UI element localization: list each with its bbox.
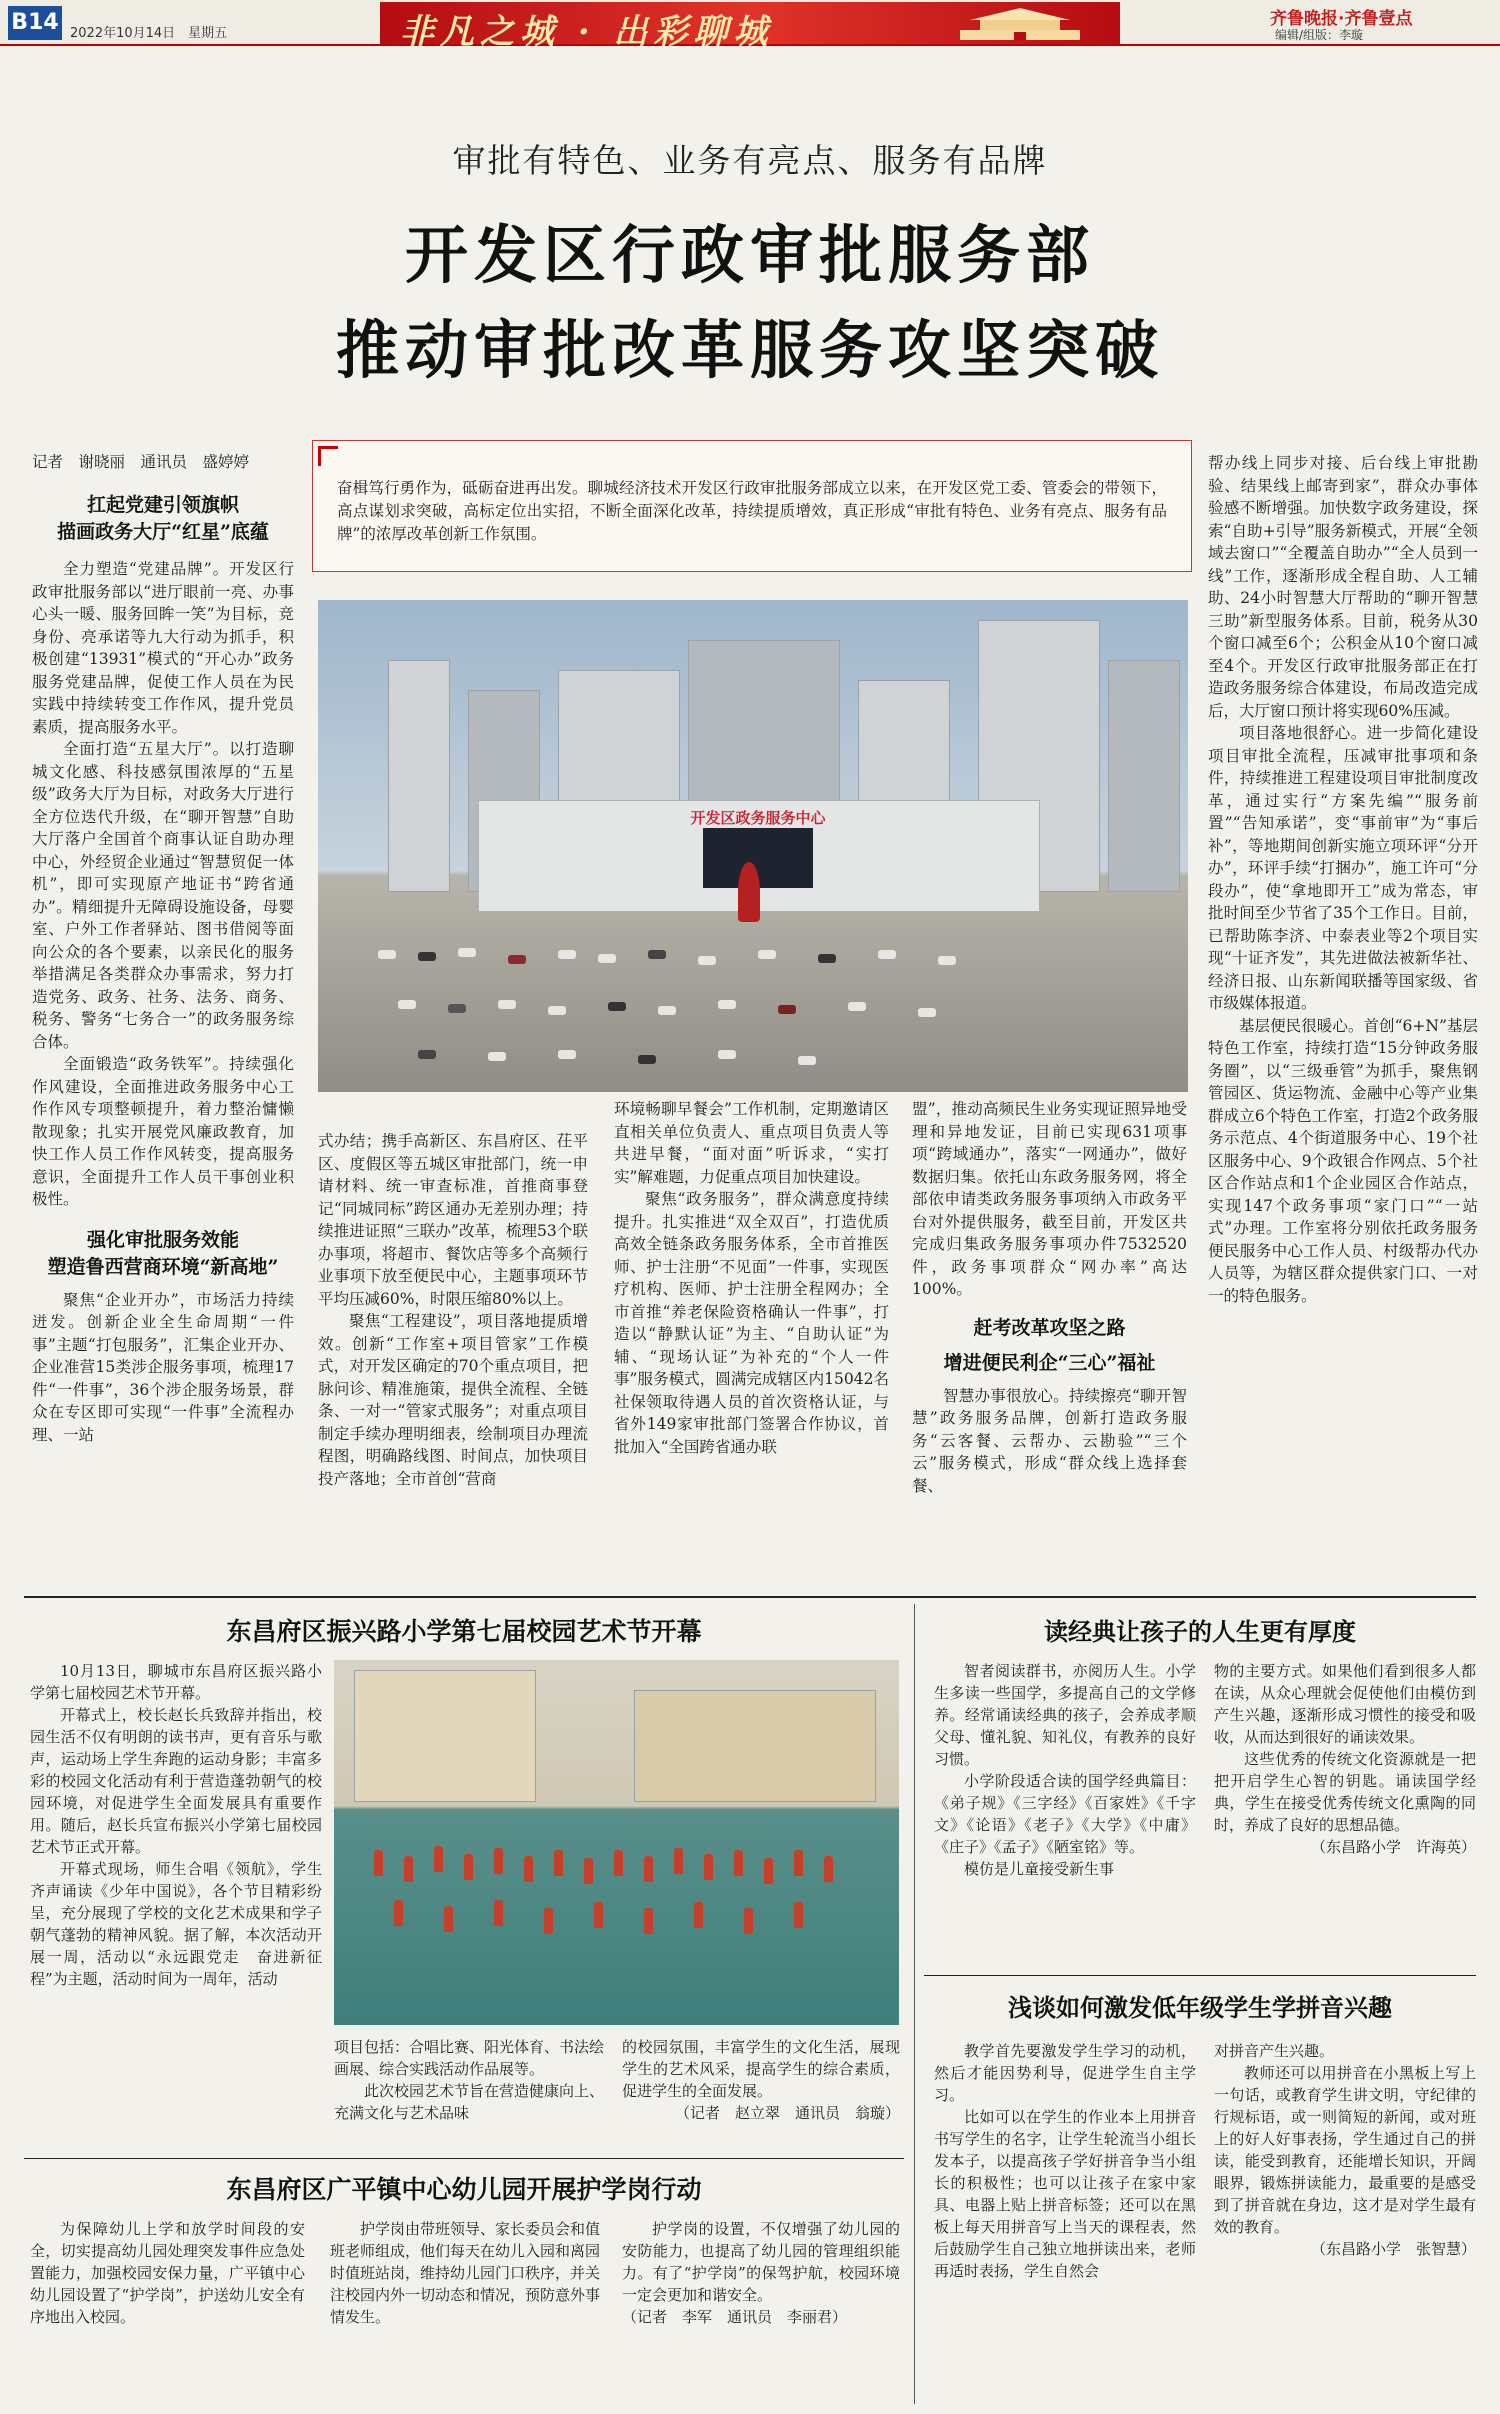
- paragraph: 智者阅读群书，亦阅历人生。小学生多读一些国学，多提高自己的文学修养。经常诵读经典的孩子，会养成孝顺父母、懂礼貌、知礼仪，有教养的良好习惯。: [934, 1662, 1196, 1768]
- paragraph: 开幕式上，校长赵长兵致辞并指出，校园生活不仅有明朗的读书声，更有音乐与歌声，运动场上学生奔跑的运动身影；丰富多彩的校园文化活动有利于营造蓬勃朝气的校园环境，对促进学生全面发展具有重要作用。随后，赵长兵宣布振兴小学第七届校园艺术节正式开幕。: [30, 1706, 322, 1856]
- headline-line-2: 推动审批改革服务攻坚突破: [336, 313, 1164, 387]
- story3-credit: （记者 李军 通讯员 李丽君）: [622, 2308, 848, 2326]
- paragraph: 聚焦“企业开办”，市场活力持续迸发。创新企业全生命周期“一件事”主题“打包服务”，汇集企业开办、企业准营15类涉企服务事项，梳理17件“一件事”，36个涉企服务场景，群众在专区即可实现“一件事”全流程办理、一站: [32, 1290, 294, 1444]
- byline: 记者 谢晓丽 通讯员 盛婷婷: [32, 453, 250, 471]
- main-photo-government-center: [318, 600, 1188, 1092]
- story-title: 东昌府区振兴路小学第七届校园艺术节开幕: [226, 1617, 702, 1646]
- story4-column-1: [934, 1660, 1196, 1880]
- paragraph: 全面打造“五星大厅”。以打造聊城文化感、科技感氛围浓厚的“五星级”政务大厅为目标，对政务大厅进行全方位迭代升级，在“聊开智慧”自助大厅落户全国首个商事认证自助办理中心，外经贸企业通过“智慧贸促一体机”，即可实现原产地证书“跨省通办”。精细提升无障碍设施设备，母婴室、户外工作者驿站、图书借阅等面向公众的各个要素，以亲民化的服务举措满足各类群众办事需求，努力打造党务、政务、社务、法务、商务、税务、警务“七务合一”的政务服务综合体。: [32, 740, 294, 1051]
- school-festival-photo: [334, 1660, 899, 2025]
- story3-column-1: [30, 2218, 305, 2328]
- paragraph: 教学首先要激发学生学习的动机，然后才能因势利导，促进学生自主学习。: [934, 2042, 1196, 2104]
- story2-column-1: [30, 1660, 322, 1990]
- story2-column-3: [622, 2036, 900, 2123]
- paragraph: 此次校园艺术节旨在营造健康向上、充满文化与艺术品味: [334, 2082, 605, 2122]
- paragraph: 这些优秀的传统文化资源就是一把把开启学生心智的钥匙。诵读国学经典，学生在接受优秀传统文化熏陶的同时，养成了良好的思想品德。: [1214, 1750, 1476, 1834]
- subhead: 赶考改革攻坚之路: [973, 1316, 1126, 1339]
- red-flag-sculpture: [738, 862, 760, 922]
- intro-corner-mark-vertical: [318, 446, 321, 466]
- story5-credit: （东昌路小学 张智慧）: [1310, 2240, 1476, 2258]
- story3-column-3: [622, 2218, 900, 2327]
- paragraph: 全面锻造“政务铁军”。持续强化作风建设，全面推进政务服务中心工作作风专项整顿提升，着力整治慵懒散现象；扎实开展党风廉政教育，加快工作人员工作作风转变，提高服务意识，全面提升工作人员干事创业积极性。: [32, 1055, 294, 1208]
- paragraph: 的校园氛围，丰富学生的文化生活，展现学生的艺术风采，提高学生的综合素质，促进学生的全面发展。: [622, 2038, 900, 2100]
- paragraph: 物的主要方式。如果他们看到很多人都在读，从众心理就会促使他们由模仿到产生兴趣，逐渐形成习惯性的接受和吸收，从而达到很好的诵读效果。: [1214, 1662, 1476, 1746]
- paragraph: 模仿是儿童接受新生事: [964, 1860, 1115, 1878]
- city-tower-icon: [940, 6, 1100, 42]
- paragraph: 智慧办事很放心。持续擦亮“聊开智慧”政务服务品牌，创新打造政务服务“云客餐、云帮办、云勘验”“三个云”服务模式，形成“群众线上选择套餐、: [912, 1386, 1187, 1495]
- article-column-5: [1208, 452, 1478, 1307]
- article-column-1: [32, 490, 294, 1446]
- story5-column-2: [1214, 2040, 1476, 2259]
- column-divider: [914, 1604, 915, 2404]
- headline-line-1: 开发区行政审批服务部: [405, 218, 1095, 292]
- section-divider: [24, 1596, 1476, 1598]
- paragraph: 10月13日，聊城市东昌府区振兴路小学第七届校园艺术节开幕。: [30, 1662, 322, 1702]
- subhead: 强化审批服务效能: [86, 1228, 239, 1251]
- paragraph: 盟”，推动高频民生业务实现证照异地受理和异地发证，目前已实现631项事项“跨域通办”，落实“一网通办”，做好数据归集。依托山东政务服务网，将全部依申请类政务服务事项纳入市政务平台对外提供服务，截至目前，开发区共完成归集政务服务事项办件7532520件，政务事项群众“网办率”高达100%。: [912, 1100, 1187, 1298]
- story-divider: [924, 1975, 1476, 1976]
- story5-column-1: [934, 2040, 1196, 2282]
- story-divider: [24, 2158, 904, 2159]
- paragraph: 基层便民很暖心。首创“6+N”基层特色工作室，持续打造“15分钟政务服务圈”，以“三级垂管”为抓手，聚焦钢管园区、货运物流、金融中心等产业集群成立6个特色工作室，打造2个政务服务示范点、4个街道服务中心、19个社区服务中心、9个政银合作网点、5个社区合作站点和1个企业园区合作站点，实现147个政务事项“家门口”“一站式”办理。工作室将分别依托政务服务便民服务中心工作人员、村级帮办代办人员等，为辖区群众提供家门口、一对一的特色服务。: [1208, 1016, 1478, 1305]
- kicker-headline: 审批有特色、业务有亮点、服务有品牌: [452, 141, 1048, 180]
- paragraph: 全力塑造“党建品牌”。开发区行政审批服务部以“进厅眼前一亮、办事心头一暖、服务回眸一笑”为目标，竞身份、亮承诺等九大行动为抓手，积极创建“13931”模式的“开心办”政务服务党建品牌，促使工作人员在为民实践中持续转变工作作风，提升党员素质，提高服务水平。: [32, 560, 294, 736]
- story-title: 读经典让孩子的人生更有厚度: [1044, 1617, 1356, 1646]
- intro-box: 奋楫笃行勇作为，砥砺奋进再出发。聊城经济技术开发区行政审批服务部成立以来，在开发区党工委、管委会的带领下，高点谋划求突破，高标定位出实招，不断全面深化改革，持续提质增效，真正形成“审批有特色、业务有亮点、服务有品牌”的浓厚改革创新工作氛围。: [312, 440, 1192, 572]
- story3-column-2: [330, 2218, 600, 2328]
- section-banner: [380, 2, 1120, 52]
- story4-column-2: [1214, 1660, 1476, 1857]
- paragraph: 护学岗由带班领导、家长委员会和值班老师组成，他们每天在幼儿入园和离园时值班站岗，维持幼儿园门口秩序，并关注校园内外一切动态和情况，预防意外事情发生。: [330, 2220, 601, 2326]
- brand-logo: 齐鲁晚报·齐鲁壹点: [1270, 9, 1413, 29]
- paragraph: 为保障幼儿上学和放学时间段的安全，切实提高幼儿园处理突发事件应急处置能力，加强校园安保力量，广平镇中心幼儿园设置了“护学岗”，护送幼儿安全有序地出入校园。: [30, 2220, 305, 2326]
- subhead: 增进便民利企“三心”福祉: [943, 1351, 1156, 1374]
- editor-credit: 编辑/组版：李璇: [1275, 28, 1364, 42]
- subhead: 扛起党建引领旗帜: [86, 494, 239, 516]
- paragraph: 环境畅聊早餐会”工作机制，定期邀请区直相关单位负责人、重点项目负责人等共进早餐，“面对面”听诉求，“实打实”解难题，力促重点项目加快建设。: [614, 1100, 889, 1186]
- paragraph: 小学阶段适合读的国学经典篇目：《弟子规》《三字经》《百家姓》《千字文》《论语》《老子》《大学》《中庸》《庄子》《孟子》《陋室铭》等。: [934, 1772, 1196, 1856]
- page-number: B14: [8, 6, 62, 40]
- paragraph: 教师还可以用拼音在小黑板上写上一句话，或教育学生讲文明，守纪律的行规标语，或一则简短的新闻，或对班上的好人好事表扬，学生通过自己的拼读，能受到教育，还能增长知识，开阔眼界，锻炼拼读能力，最重要的是感受到了拼音就在身边，这才是对学生最有效的教育。: [1214, 2064, 1476, 2236]
- subhead: 塑造鲁西营商环境“新高地”: [47, 1255, 279, 1278]
- story4-credit: （东昌路小学 许海英）: [1310, 1838, 1476, 1856]
- paragraph: 聚焦“政务服务”，群众满意度持续提升。扎实推进“双全双百”，打造优质高效全链条政务服务体系，全市首推医师、护士注册“不见面”一件事，实现医疗机构、医师、护士注册全程网办；全市首推“养老保险资格确认一件事”，打造以“静默认证”为主、“自助认证”为辅、“现场认证”为补充的“个人一件事”服务模式，圆满完成辖区内15042名社保领取待遇人员的首次资格认证，与省外149家审批部门签署合作协议，首批加入“全国跨省通办联: [614, 1190, 889, 1456]
- paragraph: 护学岗的设置，不仅增强了幼儿园的安防能力，也提高了幼儿园的管理组织能力。有了“护学岗”的保驾护航，校园环境一定会更加和谐安全。: [622, 2220, 900, 2304]
- paragraph: 式办结；携手高新区、东昌府区、茌平区、度假区等五城区审批部门，统一申请材料、统一审查标准，首推商事登记“同城同标”跨区通办无差别办理；持续推进证照“三联办”改革，梳理53个联办事项，将超市、餐饮店等多个高频行业事项下放至便民中心，主题事项环节平均压减60%，时限压缩80%以上。: [318, 1132, 588, 1308]
- subhead: 描画政务大厅“红星”底蕴: [57, 521, 269, 543]
- story2-credit: （记者 赵立翠 通讯员 翁璇）: [674, 2104, 900, 2122]
- page-header: [0, 0, 1500, 52]
- paragraph: 对拼音产生兴趣。: [1214, 2042, 1335, 2060]
- story-title: 东昌府区广平镇中心幼儿园开展护学岗行动: [226, 2175, 702, 2204]
- story2-column-2: [334, 2036, 604, 2124]
- photo-building-sign: 开发区政务服务中心: [690, 809, 826, 827]
- article-column-4: [912, 1098, 1187, 1497]
- banner-title: 非凡之城 · 出彩聊城: [400, 12, 774, 52]
- story-title: 浅谈如何激发低年级学生学拼音兴趣: [1008, 1993, 1392, 2022]
- paragraph: 项目包括：合唱比赛、阳光体育、书法绘画展、综合实践活动作品展等。: [334, 2038, 605, 2078]
- article-column-3: [614, 1098, 889, 1458]
- paragraph: 项目落地很舒心。进一步简化建设项目审批全流程，压减审批事项和条件，持续推进工程建设项目审批制度改革，通过实行“方案先编”“服务前置”“告知承诺”，变“事前审”为“事后补”，等地期间创新实施立项环评“分开办”，环评手续“打捆办”，施工许可“分段办”，使“拿地即开工”成为常态，审批时间至少节省了35个工作日。目前，已帮助陈李济、中泰表业等2个项目实现“十证齐发”，其先进做法被新华社、经济日报、山东新闻联播等国家级、省市级媒体报道。: [1208, 724, 1478, 1012]
- paragraph: 开幕式现场，师生合唱《领航》，学生齐声诵读《少年中国说》，各个节目精彩纷呈，充分展现了学校的文化艺术成果和学子朝气蓬勃的精神风貌。据了解，本次活动开展一周，活动以“永远跟党走 奋进新征程”为主题，活动时间为一周年，活动: [30, 1860, 322, 1988]
- article-column-2: [318, 1130, 588, 1490]
- intro-corner-mark: [318, 446, 338, 449]
- paragraph: 帮办线上同步对接、后台线上审批勘验、结果线上邮寄到家”，群众办事体验感不断增强。加快数字政务建设，探索“自助+引导”服务新模式，开展“全领域去窗口”“全覆盖自助办”“全人员到一线”工作，逐渐形成全程自助、人工辅助、24小时智慧大厅帮助的“聊开智慧三助”新型服务体系。目前，税务从30个窗口减至6个；公积金从10个窗口减至4个。开发区行政审批服务部正在打造政务服务综合体建设，布局改造完成后，大厅窗口预计将实现60%压减。: [1208, 454, 1478, 720]
- paragraph: 比如可以在学生的作业本上用拼音书写学生的名字，让学生轮流当小组长发本子，以提高孩子学好拼音争当小组长的积极性；也可以让孩子在家中家具、电器上贴上拼音标签；还可以在黑板上每天用拼音写上当天的课程表，然后鼓励学生自己独立地拼读出来，老师再适时表扬，学生自然会: [934, 2108, 1196, 2280]
- paragraph: 聚焦“工程建设”，项目落地提质增效。创新“工作室+项目管家”工作模式，对开发区确定的70个重点项目，把脉问诊、精准施策，提供全流程、全链条、一对一“管家式服务”；对重点项目制定手续办理明细表，绘制项目办理流程图，明确路线图、时间点，加快项目投产落地；全市首创“营商: [318, 1312, 588, 1488]
- page-date: 2022年10月14日 星期五: [70, 26, 228, 41]
